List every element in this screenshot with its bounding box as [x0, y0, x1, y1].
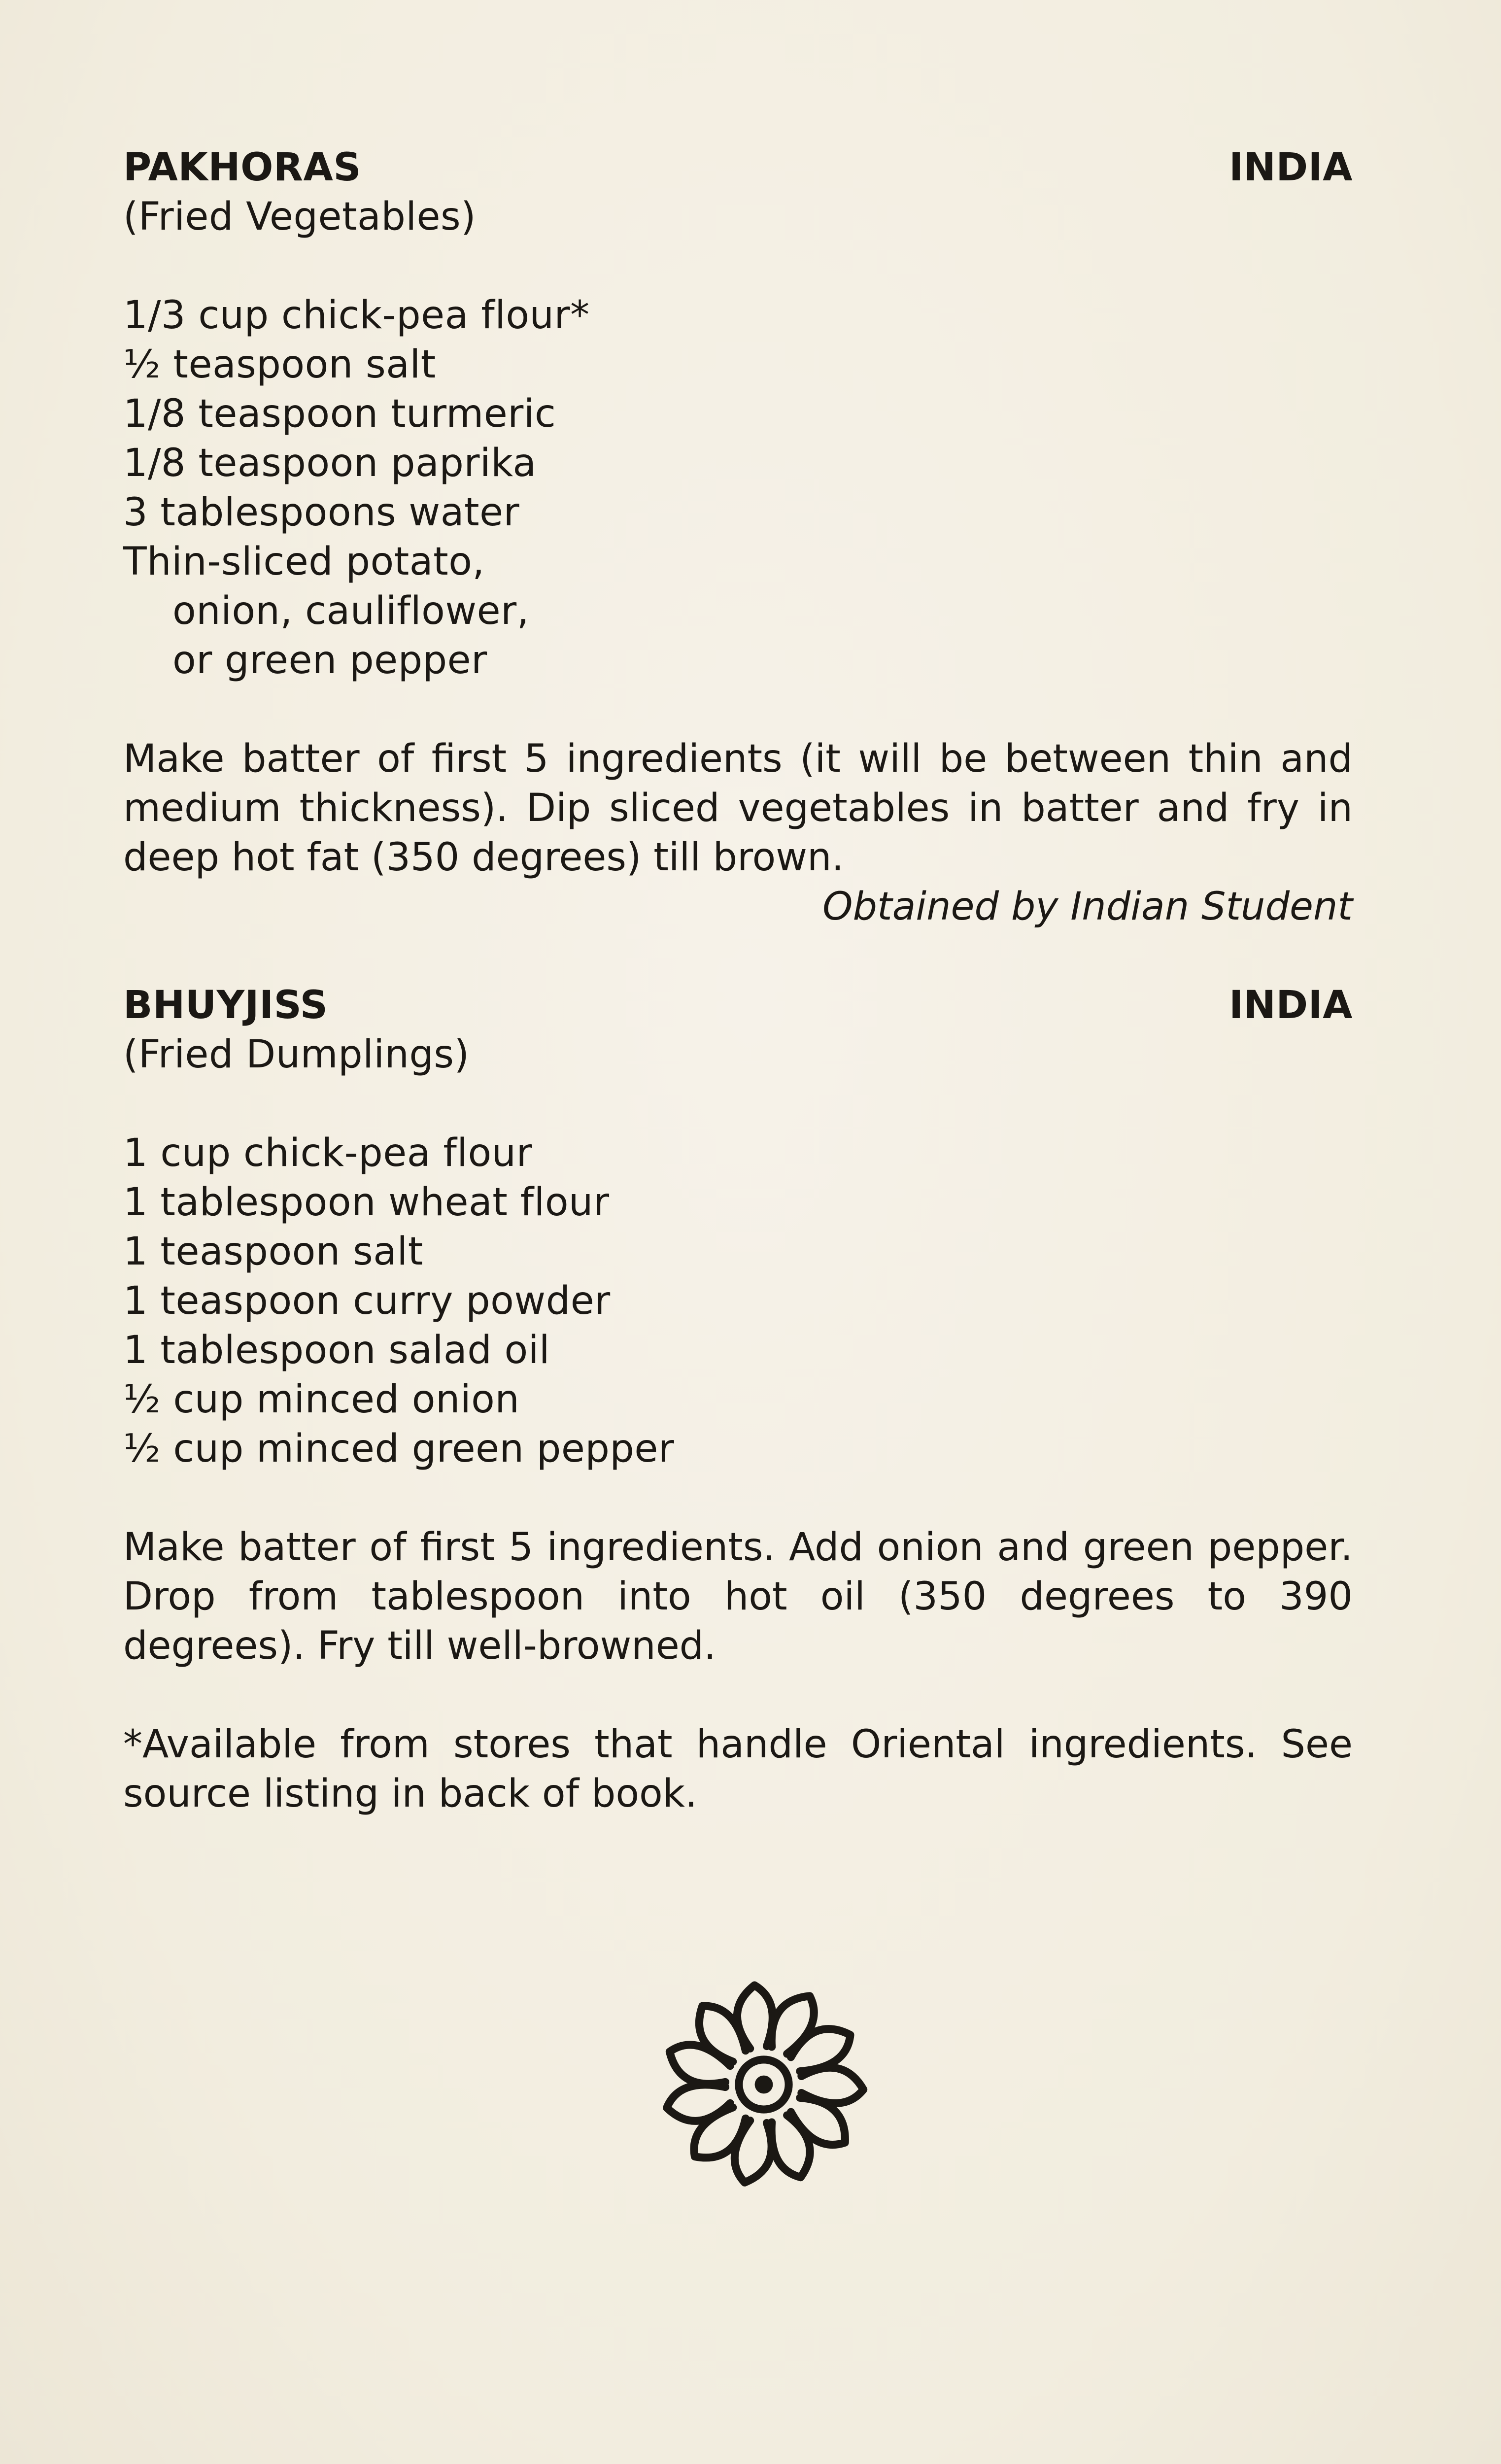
ingredient-line: 1 tablespoon salad oil [123, 1328, 550, 1372]
ingredient-line: onion, cauliflower, [172, 589, 530, 633]
recipe-country: INDIA [1229, 145, 1353, 190]
page-content [123, 143, 1353, 1818]
ingredient-line: 1 teaspoon salt [123, 1230, 423, 1274]
ingredient-line: 1/3 cup chick-pea flour* [123, 293, 590, 338]
recipe-directions: Make batter of first 5 ingredients. Add onion and green pepper. Drop from tablespoon into hot oil (350 degrees to 390 degrees). Fry till well-browned. [123, 1525, 1353, 1668]
recipe-credit: Obtained by Indian Student [822, 885, 1353, 929]
ingredient-line: 1 tablespoon wheat flour [123, 1180, 610, 1225]
recipe-directions: Make batter of first 5 ingredients (it will be between thin and medium thickness). Dip sliced vegetables in batter and fry in deep hot fat (350 degrees) till brown. [123, 737, 1353, 880]
recipe-title-row [123, 981, 1353, 1030]
ingredient-line: ½ cup minced onion [123, 1377, 520, 1422]
sun-flower-ornament-icon [650, 1971, 877, 2198]
footnote: *Available from stores that handle Oriental ingredients. See source listing in back of book. [123, 1722, 1353, 1816]
ingredient-line: 1 teaspoon curry powder [123, 1279, 611, 1323]
ingredient-line: ½ teaspoon salt [123, 342, 436, 387]
ingredient-line: 1 cup chick-pea flour [123, 1131, 533, 1175]
ingredient-line: ½ cup minced green pepper [123, 1427, 675, 1471]
ingredient-line: Thin-sliced potato, [123, 540, 485, 584]
recipe-title-row [123, 143, 1353, 192]
recipe-title: PAKHORAS [123, 145, 362, 190]
recipe-subtitle: (Fried Dumplings) [123, 1032, 470, 1077]
ingredient-line: or green pepper [172, 638, 487, 683]
ingredient-line: 3 tablespoons water [123, 490, 520, 535]
recipe-country: INDIA [1229, 983, 1353, 1027]
recipe-subtitle: (Fried Vegetables) [123, 195, 477, 239]
ingredient-line: 1/8 teaspoon paprika [123, 441, 537, 485]
recipe-title: BHUYJISS [123, 983, 328, 1027]
ingredient-line: 1/8 teaspoon turmeric [123, 392, 556, 436]
